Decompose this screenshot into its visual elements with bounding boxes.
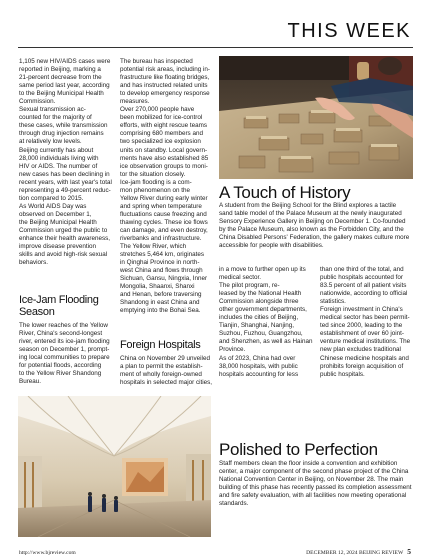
touch-of-history-heading: A Touch of History [219, 183, 351, 202]
ice-jam-paragraph-5: The Yellow River, which stretches 5,464 km, originates in Qinghai Province in north- west China and flows through Sichuan, Gansu, Ningxia, Inner Mongolia, Shaanxi, Shanxi and Henan, before traversing Shandong in east China and emptying into the Bohai Sea. [120, 243, 208, 315]
column-3 [219, 266, 321, 379]
hospitals-paragraph-2: in a move to further open up its medical sector. [219, 266, 306, 282]
polished-caption [219, 460, 417, 508]
ice-jam-paragraph-2: The bureau has inspected potential risk areas, including in- frastructure like floating bridges, and has instructed related units to develop emergency response measures. [120, 58, 210, 106]
foreign-hospitals-heading: Foreign Hospitals [120, 339, 201, 351]
column-1 [19, 58, 123, 267]
polished-body: Staff members clean the floor inside a convention and exhibition center, a major component of the second phase project of the China National Convention Center in Beijing, on November 28. The main building of this phase has recently passed its completion assessment and fire safety evaluation, with all facilities now meeting operational standards. [219, 460, 412, 508]
ice-jam-paragraph-4: Ice-jam flooding is a com- mon phenomenon on the Yellow River during early winter and spring when temperature fluctuations cause freezing and thawing cycles. These ice flows can damage, and even destroy, riverbanks and infrastructure. [120, 178, 208, 243]
page-number: 5 [407, 547, 411, 556]
hospitals-paragraph-3: The pilot program, re- leased by the National Health Commission alongside three other government departments, includes the cities of Beijing, Tianjin, Shanghai, Nanjing, Suzhou, Fuzhou, Guangzhou, and Shenzhen, as well as Hainan Province. [219, 282, 313, 354]
ice-jam-column-1 [19, 322, 123, 386]
hospitals-paragraph-6: Foreign investment in China's medical sector has been permit- ted since 2000, leading to the establishment of over 60 joint- venture medical institutions. The new plan excludes traditional Chinese medicine hospitals and prohibits foreign acquisition of public hospitals. [320, 306, 411, 378]
column-4 [320, 266, 422, 379]
ice-jam-paragraph-1: The lower reaches of the Yellow River, China's second-longest river, entered its ice-jam flooding season on December 1, prompt- ing local communities to prepare for potential floods, according to the Yellow River Shandong Bureau. [19, 322, 110, 386]
hiv-paragraph-2: Sexual transmission ac- counted for the majority of these cases, while transmission through drug injection remains at relatively low levels. [19, 106, 108, 146]
issue-date: DECEMBER 12, 2024 BEIJING REVIEW [306, 550, 404, 556]
tactile-model-illustration [219, 56, 413, 179]
ice-jam-paragraph-3: Over 270,000 people have been mobilized for ice-control efforts, with eight rescue teams comprising 680 members and two specialized ice explosion units on standby. Local govern- ments have also established 85 ice observation groups to moni- tor the situation closely. [120, 106, 209, 178]
ice-jam-heading: Ice-Jam Flooding Season [19, 294, 99, 318]
column-2 [120, 58, 224, 316]
convention-center-photo [18, 396, 211, 537]
touch-of-history-caption [219, 202, 417, 250]
section-title: THIS WEEK [287, 20, 411, 42]
hiv-paragraph-4: As World AIDS Day was observed on December 1, the Beijing Municipal Health Commission urged the public to enhance their health awareness, improve disease prevention skills and avoid high-risk sexual behaviors. [19, 202, 111, 267]
polished-heading: Polished to Perfection [219, 440, 378, 459]
convention-center-illustration [18, 396, 211, 537]
hiv-paragraph-1: 1,105 new HIV/AIDS cases were reported in Beijing, marking a 21-percent decrease from the same period last year, according to the Beijing Municipal Health Commission. [19, 58, 111, 106]
foreign-hospitals-column-2 [120, 355, 224, 387]
tactile-model-photo [219, 56, 413, 179]
hospitals-paragraph-1: China on November 29 unveiled a plan to permit the establish- ment of wholly foreign-owned hospitals in selected major cities, [120, 355, 213, 387]
hiv-paragraph-3: Beijing currently has about 28,000 individuals living with HIV or AIDS. The number of new cases has been declining in recent years, with last year's total representing a 49-percent reduc- tion compared to 2015. [19, 146, 112, 202]
hospitals-paragraph-5: than one third of the total, and public hospitals accounted for 83.5 percent of all patient visits nationwide, according to official statistics. [320, 266, 408, 306]
touch-of-history-body: A student from the Beijing School for the Blind explores a tactile sand table model of the Palace Museum at the newly inaugurated Sensory Experience Gallery in Beijing on December 1. Co-founded by the Palace Museum, also known as the Forbidden City, and the China Disabled Persons' Federation, the gallery makes culture more accessible for people with disabilities. [219, 202, 410, 250]
footer-issue [306, 547, 411, 556]
footer-url: http://www.bjreview.com [19, 550, 76, 556]
header-rule [18, 47, 413, 48]
hospitals-paragraph-4: As of 2023, China had over 38,000 hospitals, with public hospitals accounting for less [219, 354, 299, 378]
